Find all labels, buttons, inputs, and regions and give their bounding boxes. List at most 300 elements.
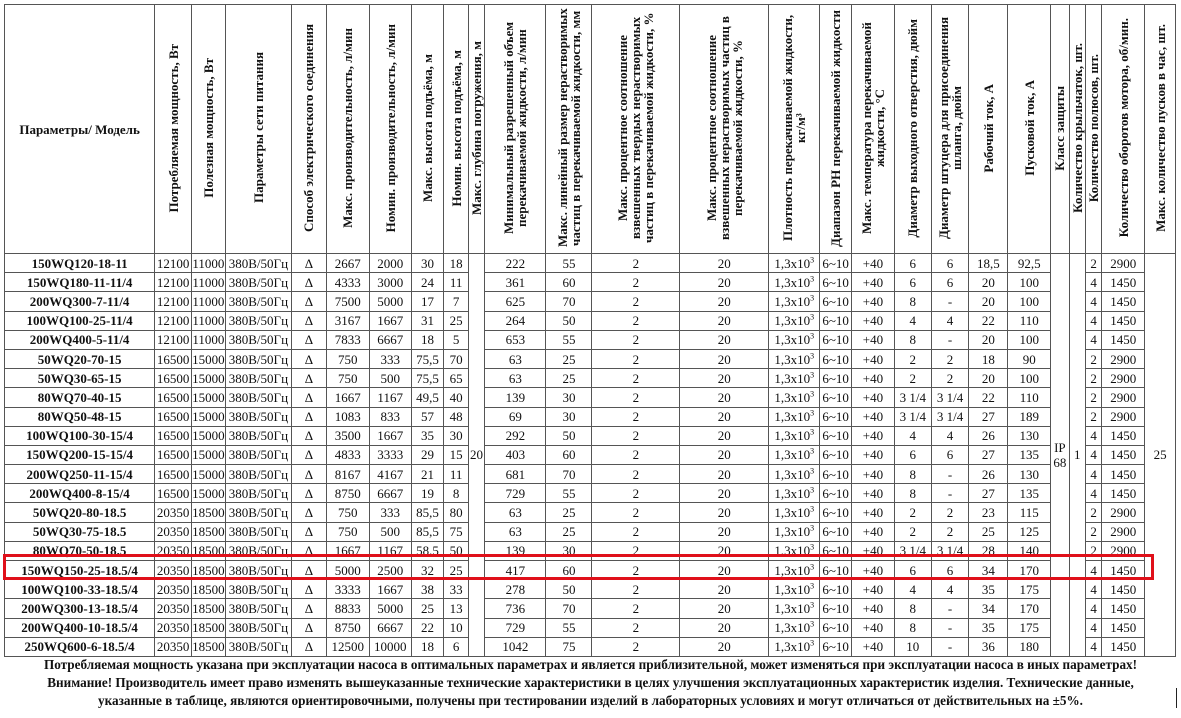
table-cell: 31 [411,311,444,330]
table-cell: +40 [851,618,894,637]
table-cell: 1450 [1102,561,1145,580]
table-cell: 20350 [155,522,192,541]
table-row [5,388,1176,407]
table-cell: +40 [851,426,894,445]
table-cell: Δ [292,637,327,656]
density-exponent: 3 [810,332,815,342]
table-cell: 11 [444,273,469,292]
column-header-26 [1145,5,1176,254]
table-cell: 729 [485,618,546,637]
table-cell: 380В/50Гц [225,311,291,330]
table-cell: 6~10 [820,273,852,292]
table-cell: 35 [969,618,1008,637]
table-cell: 90 [1008,349,1051,368]
table-cell: 380В/50Гц [225,273,291,292]
table-cell: 750 [326,503,369,522]
table-cell: 222 [485,254,546,273]
table-cell: 6 [894,445,931,464]
table-cell: 20 [680,503,769,522]
table-cell: 2667 [326,254,369,273]
table-cell: 30 [546,407,592,426]
table-cell: 729 [485,484,546,503]
table-cell: 11000 [191,292,225,311]
table-cell: 2 [1085,388,1101,407]
table-cell: Δ [292,465,327,484]
table-cell: 130 [1008,465,1051,484]
table-cell: 750 [326,522,369,541]
table-cell: 150WQ200-15-15/4 [5,445,155,464]
table-cell: 18500 [191,503,225,522]
table-cell: 2 [592,522,680,541]
table-cell [769,618,820,637]
table-cell: 681 [485,465,546,484]
column-header-19 [931,5,969,254]
pump-spec-table [4,4,1176,657]
table-cell: 5000 [369,292,411,311]
table-cell: 1450 [1102,599,1145,618]
table-cell: - [931,599,969,618]
table-cell: 29 [411,445,444,464]
column-header-21 [1008,5,1051,254]
table-cell: 80 [444,503,469,522]
table-cell: 380В/50Гц [225,484,291,503]
table-cell: 20 [680,618,769,637]
table-cell: 6 [931,254,969,273]
table-cell: Δ [292,561,327,580]
table-cell: 21 [411,465,444,484]
table-cell: +40 [851,292,894,311]
table-cell: 8167 [326,465,369,484]
column-header-12 [546,5,592,254]
table-cell: 33 [444,580,469,599]
table-cell: 4 [1085,311,1101,330]
table-cell: - [931,484,969,503]
density-exponent: 3 [810,370,815,380]
table-cell: 100WQ100-30-15/4 [5,426,155,445]
table-cell: +40 [851,445,894,464]
table-cell: 16500 [155,445,192,464]
table-cell: 25 [411,599,444,618]
table-cell: 18 [411,637,444,656]
table-cell: 380В/50Гц [225,541,291,560]
table-cell [769,292,820,311]
table-cell: 22 [411,618,444,637]
table-cell: 12100 [155,311,192,330]
table-cell: Δ [292,541,327,560]
table-cell: 3 1/4 [894,541,931,560]
table-cell: 35 [411,426,444,445]
table-cell: 6~10 [820,407,852,426]
table-cell: 6~10 [820,580,852,599]
table-cell: Δ [292,407,327,426]
table-cell: 1042 [485,637,546,656]
table-cell: 17 [411,292,444,311]
table-cell: 8 [894,330,931,349]
column-header-label: Количество оборотов мотора, об/мин. [1115,18,1131,238]
table-cell: 750 [326,349,369,368]
table-cell: 2 [931,349,969,368]
column-header-label: Макс. процентное соотношение взвешенных твердых нерастворимых частиц в перекачиваемой жидкости, % [615,12,657,244]
table-cell: 2 [894,369,931,388]
table-cell: 6667 [369,618,411,637]
table-cell [769,522,820,541]
table-cell: 8833 [326,599,369,618]
table-cell [769,407,820,426]
density-exponent: 3 [810,504,815,514]
table-cell: 170 [1008,599,1051,618]
density-base: 1,3x10 [774,639,811,655]
table-cell [769,349,820,368]
density-exponent: 3 [810,523,815,533]
table-cell: 150WQ150-25-18.5/4 [5,561,155,580]
table-cell: 4 [1085,426,1101,445]
table-cell: 5 [444,330,469,349]
table-cell: 2 [894,503,931,522]
table-cell: 4 [1085,637,1101,656]
table-cell: 4 [1085,561,1101,580]
table-cell: 4 [894,426,931,445]
table-cell: 1167 [369,388,411,407]
table-cell: 100 [1008,292,1051,311]
table-cell: 1667 [326,388,369,407]
table-cell: 2 [592,273,680,292]
table-cell: 6~10 [820,465,852,484]
table-cell: - [931,465,969,484]
density-exponent: 3 [810,274,815,284]
table-cell: +40 [851,599,894,618]
table-cell: 4833 [326,445,369,464]
table-cell: 6 [444,637,469,656]
table-cell: 6~10 [820,311,852,330]
column-header-label: Параметры/ Модель [19,121,140,137]
table-cell: 736 [485,599,546,618]
table-cell: 27 [969,484,1008,503]
column-header-25 [1102,5,1145,254]
table-cell: 333 [369,349,411,368]
table-cell: 189 [1008,407,1051,426]
table-cell: 15000 [191,445,225,464]
table-cell: 2 [894,349,931,368]
table-cell [769,254,820,273]
table-cell: +40 [851,311,894,330]
table-cell: 34 [969,599,1008,618]
table-cell: 4 [1085,330,1101,349]
table-cell: 2 [592,292,680,311]
table-cell: 6~10 [820,503,852,522]
table-cell: 200WQ250-11-15/4 [5,465,155,484]
column-header-24 [1085,5,1101,254]
table-cell: 380В/50Гц [225,407,291,426]
density-exponent: 3 [810,619,815,629]
table-cell: Δ [292,426,327,445]
table-cell: 55 [546,330,592,349]
table-cell: 135 [1008,445,1051,464]
table-cell: 6~10 [820,349,852,368]
table-cell: 20 [680,254,769,273]
table-row [5,330,1176,349]
density-base: 1,3x10 [774,332,811,348]
density-base: 1,3x10 [774,543,811,559]
table-cell: 3333 [326,580,369,599]
table-cell: 15 [444,445,469,464]
column-header-5 [292,5,327,254]
table-cell: 115 [1008,503,1051,522]
table-cell: 4 [894,580,931,599]
table-cell: 2 [592,369,680,388]
density-exponent: 3 [810,408,815,418]
table-cell: 6~10 [820,522,852,541]
table-cell: 20 [680,561,769,580]
table-cell: 16500 [155,349,192,368]
density-base: 1,3x10 [774,313,811,329]
table-cell: 55 [546,618,592,637]
table-cell: 18500 [191,580,225,599]
table-cell: 50 [546,426,592,445]
table-cell: 63 [485,369,546,388]
table-cell [769,465,820,484]
table-cell: 69 [485,407,546,426]
table-cell: 20350 [155,637,192,656]
table-cell: 380В/50Гц [225,465,291,484]
table-cell: +40 [851,541,894,560]
density-exponent: 3 [810,447,815,457]
table-cell: 35 [969,580,1008,599]
table-cell: 16500 [155,388,192,407]
table-cell: +40 [851,580,894,599]
density-base: 1,3x10 [774,351,811,367]
table-cell: 125 [1008,522,1051,541]
table-cell: 2 [592,330,680,349]
table-cell: 2 [1085,407,1101,426]
table-cell: 6667 [369,330,411,349]
table-cell: 380В/50Гц [225,561,291,580]
table-cell: 50 [546,580,592,599]
table-cell: 110 [1008,388,1051,407]
table-cell: 200WQ300-13-18.5/4 [5,599,155,618]
table-cell: 20 [680,541,769,560]
column-header-label: Минимальный разрешенный объем перекачиваемой жидкости, л/мин [501,21,530,235]
column-header-label: Макс. высота подъёма, м [419,54,435,202]
column-header-3 [191,5,225,254]
table-cell: 85,5 [411,503,444,522]
column-header-7 [369,5,411,254]
table-cell: 6 [931,445,969,464]
note-power: Потребляемая мощность указана при эксплуатации насоса в оптимальных параметрах и является приблизительной, может изменяться при эксплуатации насоса в иных параметрах! [43,657,1138,672]
table-cell: 6~10 [820,292,852,311]
table-cell: 380В/50Гц [225,618,291,637]
table-cell: 26 [969,465,1008,484]
column-header-10 [468,5,484,254]
table-cell: Δ [292,292,327,311]
table-cell: 2500 [369,561,411,580]
column-header-2 [155,5,192,254]
table-cell: 8750 [326,618,369,637]
table-cell: 6 [894,254,931,273]
table-cell: 16500 [155,484,192,503]
table-cell: 3167 [326,311,369,330]
table-cell: 16500 [155,369,192,388]
table-cell: 2900 [1102,254,1145,273]
table-cell: 18500 [191,618,225,637]
table-cell: 380В/50Гц [225,522,291,541]
table-cell: 1450 [1102,465,1145,484]
table-cell: 4 [931,426,969,445]
table-cell: 1450 [1102,618,1145,637]
table-cell: 2 [1085,369,1101,388]
table-cell: 4333 [326,273,369,292]
table-cell: 3500 [326,426,369,445]
table-row [5,561,1176,580]
table-cell: 4 [1085,273,1101,292]
table-cell: 2900 [1102,503,1145,522]
density-exponent: 3 [810,351,815,361]
density-base: 1,3x10 [774,255,811,271]
table-cell: 50 [546,311,592,330]
table-cell: 1167 [369,541,411,560]
table-cell: 2 [592,503,680,522]
column-header-label: Номин. высота подъёма, м [448,49,464,207]
table-cell: 13 [444,599,469,618]
column-header-label: Потребляемая мощность, Вт [165,43,181,213]
density-base: 1,3x10 [774,485,811,501]
table-cell: Δ [292,599,327,618]
table-cell: 380В/50Гц [225,330,291,349]
table-cell: 5000 [369,599,411,618]
table-cell: 380В/50Гц [225,580,291,599]
column-header-label: Макс. процентное соотношение взвешенных нерастворимых частиц в перекачиваемой жидкости, % [703,16,745,240]
column-header-11 [485,5,546,254]
column-header-label: Параметры сети питания [250,52,266,204]
table-cell: Δ [292,503,327,522]
table-cell: 60 [546,445,592,464]
table-cell: 2 [592,599,680,618]
table-cell [769,273,820,292]
density-base: 1,3x10 [774,524,811,540]
table-cell: 6~10 [820,561,852,580]
table-cell: 2000 [369,254,411,273]
table-cell: 75 [546,637,592,656]
table-cell: 20 [680,273,769,292]
table-cell: +40 [851,407,894,426]
table-cell: 15000 [191,388,225,407]
table-cell: 25 [546,349,592,368]
density-base: 1,3x10 [774,428,811,444]
table-cell: 1450 [1102,484,1145,503]
table-cell: 2 [592,349,680,368]
table-cell: +40 [851,522,894,541]
table-cell: 18500 [191,561,225,580]
table-cell: 380В/50Гц [225,637,291,656]
column-header-20 [969,5,1008,254]
table-cell: +40 [851,503,894,522]
table-cell: 20 [680,311,769,330]
table-cell: 20 [680,484,769,503]
density-exponent: 3 [810,600,815,610]
table-cell: 653 [485,330,546,349]
table-cell: 15000 [191,465,225,484]
table-cell: 1667 [369,426,411,445]
table-cell: 2 [592,637,680,656]
table-cell: 20 [680,292,769,311]
table-cell: +40 [851,349,894,368]
table-cell: 2 [592,465,680,484]
table-cell: 60 [546,561,592,580]
column-header-label: Способ электрического соединения [301,24,317,232]
table-cell: Δ [292,522,327,541]
table-cell [769,330,820,349]
table-cell: 20350 [155,541,192,560]
table-cell: 3 1/4 [931,541,969,560]
table-row [5,618,1176,637]
column-header-16 [820,5,852,254]
table-cell: 25 [546,522,592,541]
table-row [5,292,1176,311]
table-cell: 140 [1008,541,1051,560]
table-cell: 200WQ400-5-11/4 [5,330,155,349]
table-cell [769,445,820,464]
table-cell: 23 [969,503,1008,522]
table-cell: 4 [894,311,931,330]
density-exponent: 3 [810,543,815,553]
table-cell: 10 [444,618,469,637]
table-body [5,254,1176,657]
table-cell: 170 [1008,561,1051,580]
table-cell: 4 [931,311,969,330]
table-cell: Δ [292,580,327,599]
density-base: 1,3x10 [774,370,811,386]
table-cell: 2 [592,388,680,407]
table-cell: 150WQ120-18-11 [5,254,155,273]
table-cell: 6~10 [820,484,852,503]
table-cell: 80WQ70-50-18.5 [5,541,155,560]
column-header-4 [225,5,291,254]
table-cell: 175 [1008,618,1051,637]
column-header-label: Рабочий ток, А [980,83,996,173]
table-cell: 2 [592,561,680,580]
table-cell: 4 [1085,465,1101,484]
table-cell: +40 [851,465,894,484]
table-cell: 1450 [1102,445,1145,464]
table-cell: 50 [444,541,469,560]
column-header-13 [592,5,680,254]
table-cell: 180 [1008,637,1051,656]
table-cell: 20 [680,349,769,368]
column-header-17 [851,5,894,254]
table-cell [769,561,820,580]
table-cell: 50WQ20-80-18.5 [5,503,155,522]
table-cell: 30 [411,254,444,273]
table-cell: 361 [485,273,546,292]
table-cell [769,311,820,330]
table-cell: Δ [292,349,327,368]
table-cell: 11000 [191,330,225,349]
table-cell: 18 [969,349,1008,368]
table-row [5,349,1176,368]
table-cell: 380В/50Гц [225,599,291,618]
table-cell: 10000 [369,637,411,656]
density-exponent: 3 [810,255,815,265]
table-cell: 20 [680,407,769,426]
table-cell: 6~10 [820,445,852,464]
column-header-22 [1051,5,1069,254]
table-cell: 80WQ70-40-15 [5,388,155,407]
table-cell: 4 [1085,292,1101,311]
table-cell: +40 [851,254,894,273]
table-cell: 3333 [369,445,411,464]
table-cell: 20 [969,369,1008,388]
table-cell: 500 [369,522,411,541]
table-cell: 2900 [1102,522,1145,541]
